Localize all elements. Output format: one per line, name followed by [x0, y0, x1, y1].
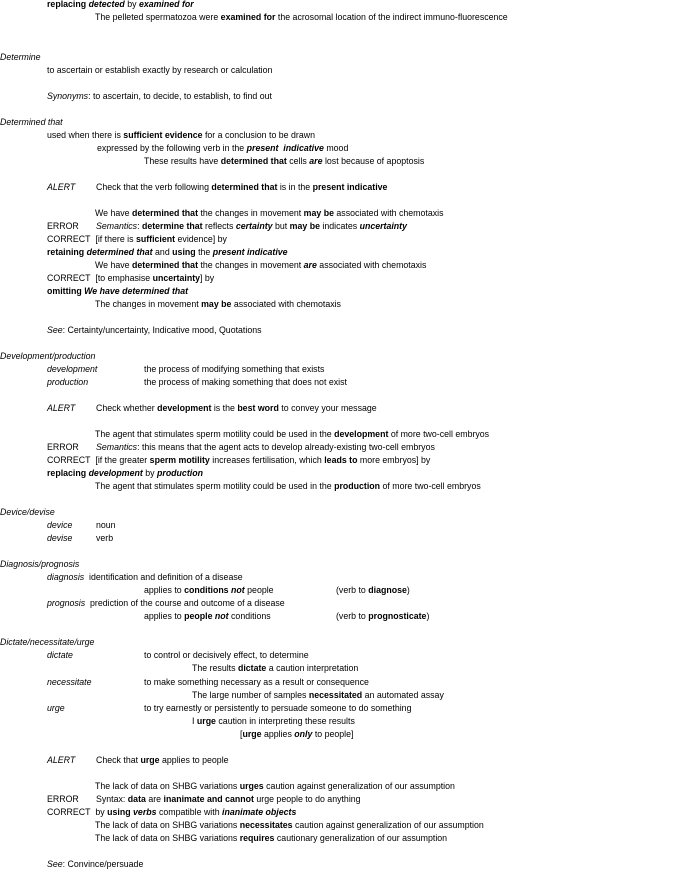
text-line: Syntax: data are inanimate and cannot urge people to do anything: [96, 794, 361, 804]
text-line: CORRECT [if the greater sperm motility increases fertilisation, which leads to more embryos] by: [47, 455, 431, 465]
text-line: CORRECT [to emphasise uncertainty] by: [47, 273, 215, 283]
text-line: Device/devise: [0, 507, 55, 517]
text-line: necessitate: [47, 677, 92, 687]
text-line: The agent that stimulates sperm motility could be used in the production of more two-cell embryos: [95, 481, 481, 491]
text-line: dictate: [47, 650, 73, 660]
text-line: ERROR: [47, 794, 79, 804]
text-line: omitting We have determined that: [47, 286, 189, 296]
text-line: ALERT: [47, 755, 76, 765]
text-line: the process of making something that does not exist: [144, 377, 347, 387]
text-line: retaining determined that and using the present indicative: [47, 247, 288, 257]
text-line: We have determined that the changes in movement may be associated with chemotaxis: [95, 208, 444, 218]
text-line: Check that urge applies to people: [96, 755, 229, 765]
text-line: production: [47, 377, 89, 387]
text-line: to ascertain or establish exactly by research or calculation: [47, 65, 273, 75]
text-line: These results have determined that cells are lost because of apoptosis: [144, 156, 425, 166]
text-line: The pelleted spermatozoa were examined for the acrosomal location of the indirect immuno-fluorescence: [95, 12, 508, 22]
text-line: expressed by the following verb in the present indicative mood: [97, 143, 349, 153]
text-line: urge: [47, 703, 65, 713]
text-line: The lack of data on SHBG variations requires cautionary generalization of our assumption: [95, 833, 448, 843]
text-line: Diagnosis/prognosis: [0, 559, 80, 569]
text-line: Semantics: this means that the agent acts to develop already-existing two-cell embryos: [96, 442, 435, 452]
text-line: Check that the verb following determined that is in the present indicative: [96, 182, 388, 192]
text-line: device: [47, 520, 73, 530]
text-line: devise: [47, 533, 73, 543]
text-line: to control or decisively effect, to determine: [144, 650, 309, 660]
text-line: The results dictate a caution interpretation: [192, 663, 359, 673]
text-line: noun: [96, 520, 116, 530]
text-line: ALERT: [47, 403, 76, 413]
text-line: ALERT: [47, 182, 76, 192]
text-line: CORRECT [if there is sufficient evidence] by: [47, 234, 227, 244]
text-line: applies to conditions not people: [144, 585, 274, 595]
text-line: Determined that: [0, 117, 63, 127]
text-line: Synonyms: to ascertain, to decide, to establish, to find out: [47, 91, 272, 101]
text-line: to try earnestly or persistently to persuade someone to do something: [144, 703, 412, 713]
text-line: applies to people not conditions: [144, 611, 271, 621]
text-line: diagnosis identification and definition of a disease: [47, 572, 243, 582]
text-line: replacing detected by examined for: [47, 0, 194, 9]
text-line: Development/production: [0, 351, 96, 361]
text-line: We have determined that the changes in movement are associated with chemotaxis: [95, 260, 427, 270]
text-line: The lack of data on SHBG variations necessitates caution against generalization of our assumption: [95, 820, 484, 830]
text-line: Check whether development is the best word to convey your message: [96, 403, 377, 413]
text-line: prognosis prediction of the course and outcome of a disease: [47, 598, 285, 608]
text-line: the process of modifying something that exists: [144, 364, 325, 374]
text-line: CORRECT by using verbs compatible with inanimate objects: [47, 807, 297, 817]
text-line: Semantics: determine that reflects certainty but may be indicates uncertainty: [96, 221, 407, 231]
text-line: Dictate/necessitate/urge: [0, 637, 95, 647]
text-line: ERROR: [47, 442, 79, 452]
text-line: (verb to prognosticate): [336, 611, 430, 621]
text-line: The agent that stimulates sperm motility could be used in the development of more two-cell embryos: [95, 429, 490, 439]
text-line: development: [47, 364, 98, 374]
text-line: ERROR: [47, 221, 79, 231]
text-line: See: Convince/persuade: [47, 859, 144, 869]
text-line: See: Certainty/uncertainty, Indicative mood, Quotations: [47, 325, 262, 335]
text-line: The lack of data on SHBG variations urges caution against generalization of our assumption: [95, 781, 455, 791]
text-line: The changes in movement may be associated with chemotaxis: [95, 299, 341, 309]
text-line: I urge caution in interpreting these results: [192, 716, 355, 726]
text-line: verb: [96, 533, 114, 543]
text-line: Determine: [0, 52, 41, 62]
text-line: The large number of samples necessitated an automated assay: [192, 690, 444, 700]
text-line: used when there is sufficient evidence for a conclusion to be drawn: [47, 130, 315, 140]
text-line: to make something necessary as a result or consequence: [144, 677, 369, 687]
text-line: replacing development by production: [47, 468, 203, 478]
text-line: (verb to diagnose): [336, 585, 410, 595]
text-line: [urge applies only to people]: [240, 729, 354, 739]
